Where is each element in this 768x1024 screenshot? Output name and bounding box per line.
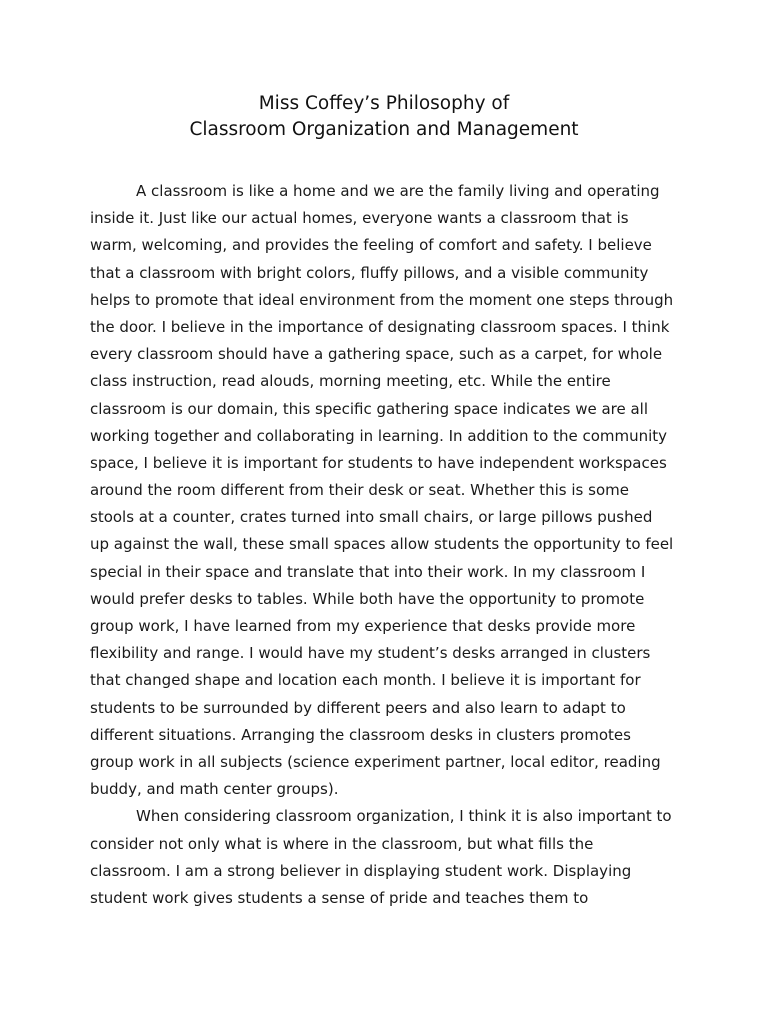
text-line: space, I believe it is important for students to have independent workspaces [90, 453, 667, 472]
text-line: classroom is our domain, this specific gathering space indicates we are all [90, 399, 649, 418]
text-line: different situations. Arranging the classroom desks in clusters promotes [90, 725, 631, 744]
text-line: When considering classroom organization, I think it is also important to [136, 807, 672, 826]
text-line: consider not only what is where in the classroom, but what fills the [90, 834, 594, 853]
document-body [90, 178, 690, 912]
text-line: students to be surrounded by different peers and also learn to adapt to [90, 698, 626, 717]
text-line: flexibility and range. I would have my student’s desks arranged in clusters [90, 644, 651, 663]
text-line: classroom. I am a strong believer in displaying student work. Displaying [90, 861, 632, 880]
text-line: A classroom is like a home and we are the family living and operating [136, 182, 660, 200]
text-line: group work in all subjects (science experiment partner, local editor, reading [90, 752, 661, 771]
text-line: that changed shape and location each month. I believe it is important for [90, 671, 641, 690]
text-line: the door. I believe in the importance of designating classroom spaces. I think [90, 317, 670, 336]
text-line: every classroom should have a gathering space, such as a carpet, for whole [90, 345, 663, 364]
document-title [0, 91, 768, 143]
text-line: special in their space and translate that into their work. In my classroom I [90, 562, 646, 581]
text-line: class instruction, read alouds, morning meeting, etc. While the entire [90, 372, 611, 391]
text-line: helps to promote that ideal environment from the moment one steps through [90, 290, 674, 309]
text-line: student work gives students a sense of pride and teaches them to [90, 888, 589, 907]
text-line: around the room different from their desk or seat. Whether this is some [90, 481, 629, 500]
paragraph-2 [90, 803, 690, 912]
text-line: warm, welcoming, and provides the feeling of comfort and safety. I believe [90, 236, 652, 255]
title-line-2: Classroom Organization and Management [189, 119, 579, 140]
text-line: up against the wall, these small spaces allow students the opportunity to feel [90, 535, 674, 554]
text-line: working together and collaborating in learning. In addition to the community [90, 426, 668, 445]
text-line: would prefer desks to tables. While both have the opportunity to promote [90, 589, 645, 608]
text-line: stools at a counter, crates turned into small chairs, or large pillows pushed [90, 508, 653, 527]
title-line-1: Miss Coffey’s Philosophy of [258, 93, 510, 114]
text-line: that a classroom with bright colors, fluffy pillows, and a visible community [90, 263, 649, 282]
paragraph-1 [90, 178, 690, 803]
text-line: inside it. Just like our actual homes, everyone wants a classroom that is [90, 209, 629, 228]
text-line: group work, I have learned from my experience that desks provide more [90, 617, 636, 635]
text-line: buddy, and math center groups). [90, 780, 339, 799]
